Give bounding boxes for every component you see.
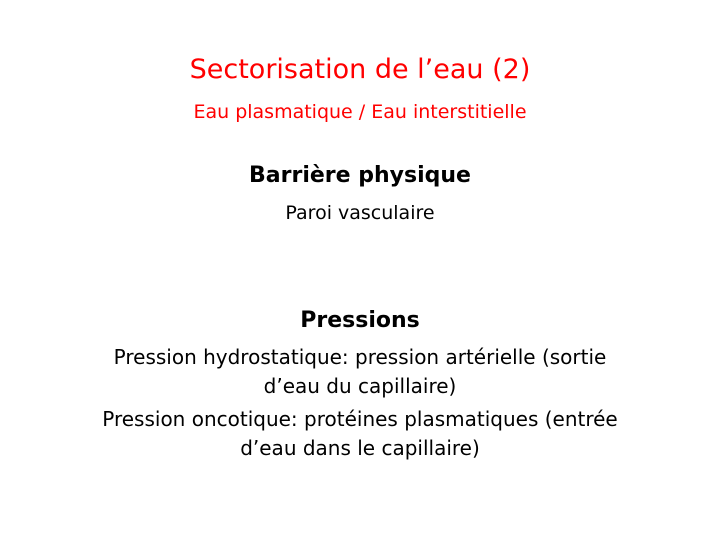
slide-subtitle: Eau plasmatique / Eau interstitielle — [193, 101, 527, 123]
pressure-item-line: Pression oncotique: protéines plasmatiques (entrée — [102, 407, 618, 431]
pressure-item-line: d’eau du capillaire) — [263, 374, 457, 398]
pressure-item-line: Pression hydrostatique: pression artérielle (sortie — [113, 345, 607, 369]
pressure-item-line: d’eau dans le capillaire) — [240, 436, 480, 460]
section-heading-pressures: Pressions — [300, 308, 420, 333]
section-heading-barrier: Barrière physique — [249, 163, 471, 188]
pressure-item-oncotic — [0, 405, 720, 463]
pressure-item-hydrostatic — [0, 343, 720, 401]
slide-title: Sectorisation de l’eau (2) — [189, 54, 531, 85]
section-text-barrier: Paroi vasculaire — [285, 202, 435, 224]
